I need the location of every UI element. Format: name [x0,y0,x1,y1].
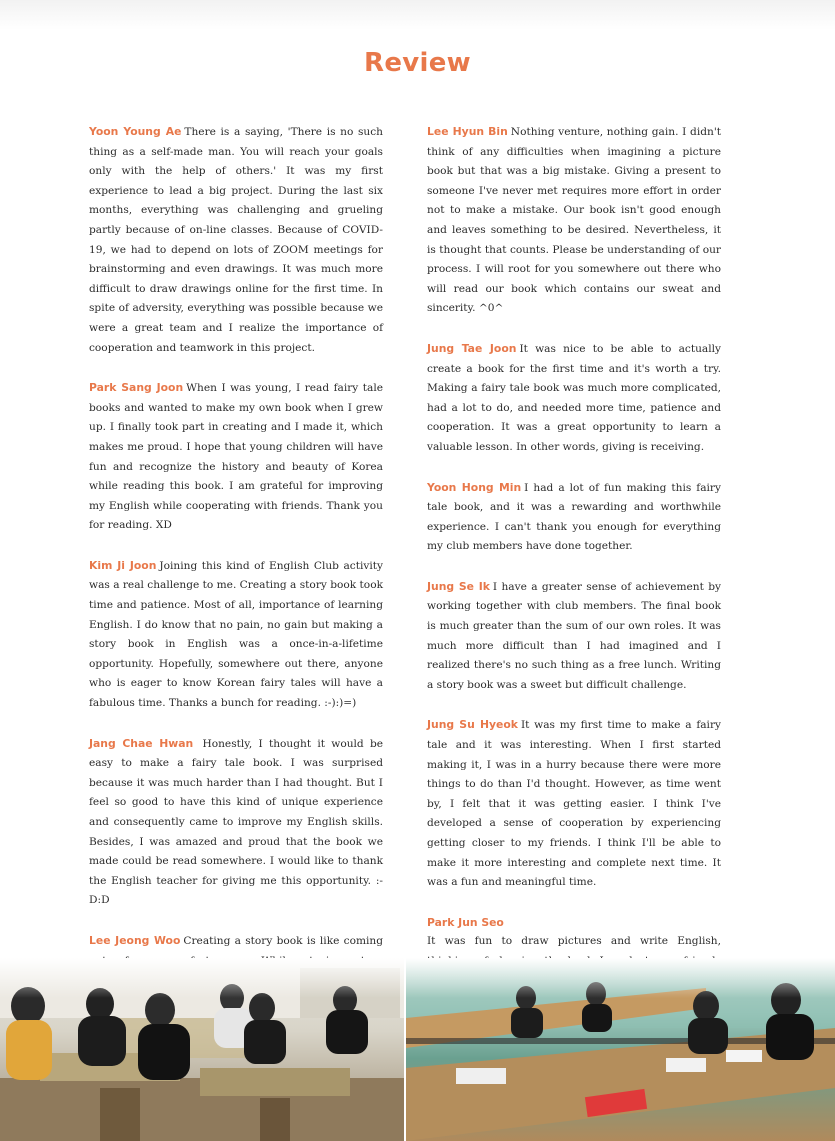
review-entry [89,122,383,358]
left-column [89,122,383,1050]
page-title: Review [364,48,471,78]
reviewer-name: Jung Se Ik [427,579,490,593]
reviewer-name: Jung Tae Joon [427,341,517,355]
review-text: I had a lot of fun making this fairy tale book, and it was a rewarding and worthwhile experience. I can't thank you enough for everything my club members have done together. [427,481,721,553]
review-text: It was my first time to make a fairy tale and it was interesting. When I first started making it, I was in a hurry because there were more things to do than I'd thought. However, as time went by, I felt that it was getting easier. I think I've developed a sense of cooperation by experiencing getting closer to my friends. I think I'll be able to make it more interesting and complete next time. It was a fun and meaningful time. [427,719,721,889]
review-entry [89,556,383,714]
reviewer-name: Jung Su Hyeok [427,718,518,732]
reviewer-name: Lee Hyun Bin [427,125,508,138]
review-entry [427,478,721,557]
photo-strip [0,958,835,1141]
reviewer-name: Lee Jeong Woo [89,933,181,947]
review-text: It was nice to be able to actually create a book for the first time and it's worth a try. Making a fairy tale book was much more complicated, had a lot to do, and needed more time, patience and cooperation. It was a great opportunity to learn a valuable lesson. In other words, giving is receiving. [427,342,722,453]
review-text: Creating a story book is like coming [183,934,383,947]
review-entry [427,715,721,892]
review-text: Nothing venture, nothing gain. I didn't think of any difficulties when imagining a picture book but that was a big mistake. Giving a present to someone I've never met requires more effort in order not to make a mistake. Our book isn't good enough and leaves something to be desired. Nevertheless, it is thought that counts. Please be understanding of our process. I will root for you somewhere out there who will read our book which contains our sweat and sincerity. ^0^ [427,126,721,315]
top-band [0,0,835,30]
review-text: I have a greater sense of achievement by working together with club members. The final book is much greater than the sum of our own roles. It was much more difficult than I had imagined and I realized there's no such thing as a free lunch. Writing a story book was a sweet but difficult challenge. [427,580,722,691]
review-text: Joining this kind of English Club activity was a real challenge to me. Creating a story book took time and patience. Most of all, importance of learning English. I do know that no pain, no gain but making a story book in English was a once-in-a-lifetime opportunity. Hopefully, somewhere out there, anyone who is eager to know Korean fairy tales will have a fabulous time. Thanks a bunch for reading. :-):)=) [89,559,383,710]
review-entry [427,122,721,319]
review-text: There is a saying, 'There is no such thing as a self-made man. You will reach your goals only with the help of others.' It was my first experience to lead a big project. During the last six months, everything was challenging and grueling partly because of on-line classes. Because of COVID-19, we had to depend on lots of ZOOM meetings for brainstorming and even drawings. It was much more difficult to draw drawings online for the first time. In spite of adversity, everything was possible because we were a great team and I realize the importance of cooperation and teamwork in this project. [89,126,383,354]
review-text: Honestly, I thought it would be easy to make a fairy tale book. I was surprised because it was much harder than I had thought. But I feel so good to have this kind of unique experience and consequently came to improve my English skills. Besides, I was amazed and proud that the book we made could be read somewhere. I would like to thank the English teacher for giving me this opportunity. :-D:D [89,737,384,907]
reviewer-name: Park Sang Joon [89,381,184,395]
reviewer-name: Yoon Young Ae [89,125,182,138]
reviewer-name: Jang Chae Hwan [89,736,194,750]
review-entry [427,339,721,458]
review-entry [427,577,721,696]
right-column [427,122,721,1031]
photo-fade [0,958,835,998]
reviewer-name: Yoon Hong Min [427,480,522,494]
review-text: When I was young, I read fairy tale books and wanted to make my own book when I grew up. I finally took part in creating and I made it, which makes me proud. I hope that young children will have fun and recognize the history and beauty of Korea while reading this book. I am grateful for improving my English while cooperating with friends. Thank you for reading. XD [89,382,383,532]
reviewer-name: Kim Ji Joon [89,558,157,572]
reviewer-name: Park Jun Seo [427,915,504,929]
review-text: It was fun to draw pictures and write English, [427,935,721,948]
review-entry [89,378,383,536]
review-entry [89,734,383,911]
